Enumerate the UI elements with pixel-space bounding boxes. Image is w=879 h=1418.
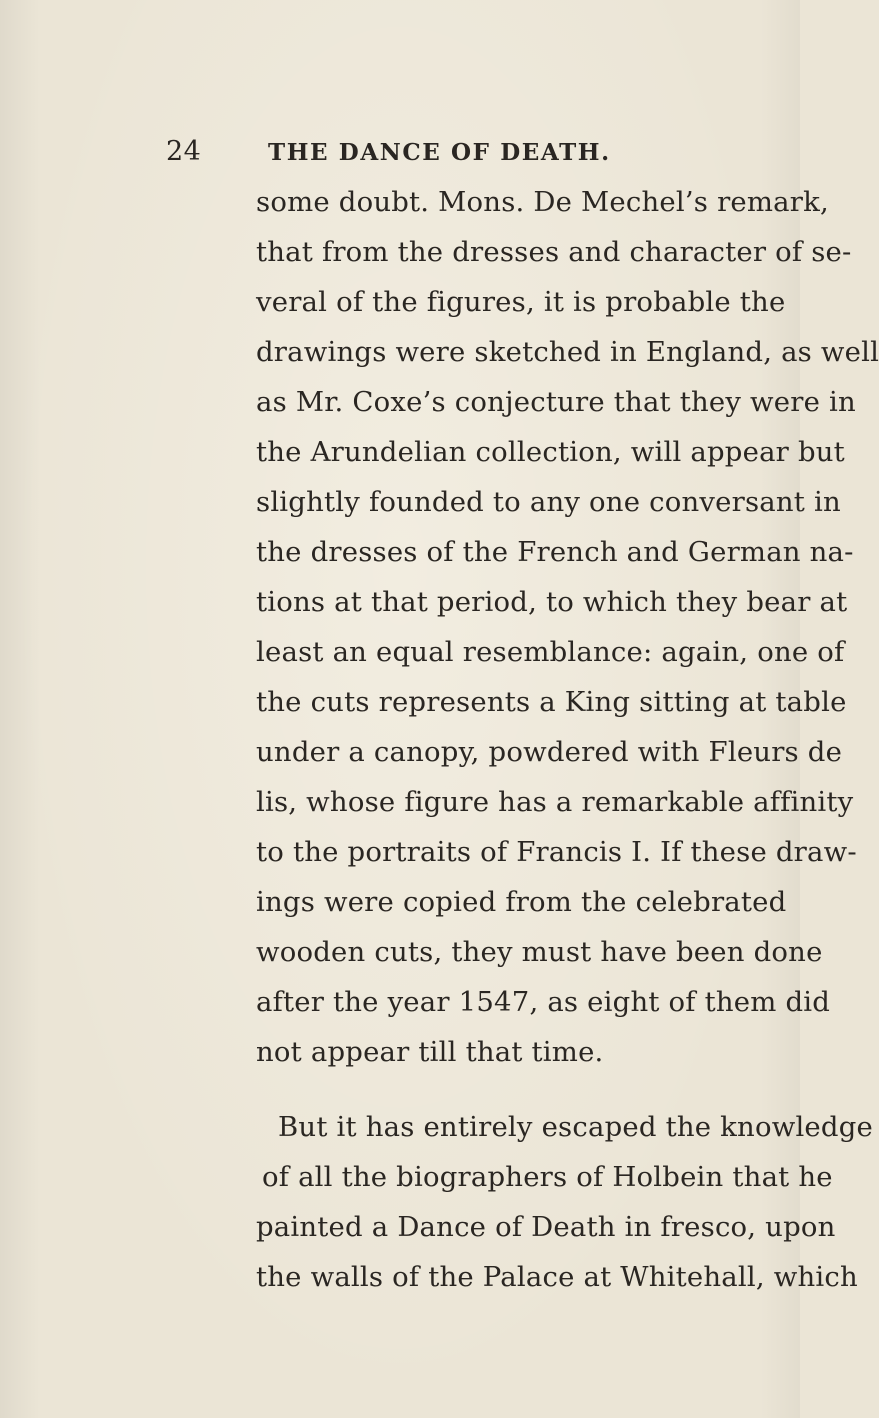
text-line: the dresses of the French and German na- [256, 536, 854, 568]
text-line: the cuts represents a King sitting at table [256, 686, 847, 718]
text-line: veral of the figures, it is probable the [256, 286, 786, 318]
text-line: as Mr. Coxe’s conjecture that they were in [256, 386, 856, 418]
text-line: But it has entirely escaped the knowledge [278, 1111, 873, 1143]
text-line: tions at that period, to which they bear at [256, 586, 848, 618]
text-line: of all the biographers of Holbein that he [262, 1161, 833, 1193]
running-head [0, 136, 800, 176]
text-line: wooden cuts, they must have been done [256, 936, 823, 968]
text-line: ings were copied from the celebrated [256, 886, 787, 918]
text-line: to the portraits of Francis I. If these draw- [256, 836, 857, 868]
page-number: 24 [166, 136, 202, 167]
text-line: the Arundelian collection, will appear but [256, 436, 845, 468]
running-title: THE DANCE OF DEATH. [268, 139, 611, 166]
text-line: after the year 1547, as eight of them did [256, 986, 831, 1018]
text-line: some doubt. Mons. De Mechel’s remark, [256, 186, 829, 218]
text-line: lis, whose figure has a remarkable affinity [256, 786, 854, 818]
text-line: drawings were sketched in England, as well [256, 336, 879, 368]
text-line: least an equal resemblance: again, one of [256, 636, 845, 668]
text-line: not appear till that time. [256, 1036, 604, 1068]
text-line: slightly founded to any one conversant in [256, 486, 841, 518]
text-line: under a canopy, powdered with Fleurs de [256, 736, 843, 768]
text-line: the walls of the Palace at Whitehall, which [256, 1261, 858, 1293]
text-line: that from the dresses and character of se- [256, 236, 852, 268]
text-line: painted a Dance of Death in fresco, upon [256, 1211, 836, 1243]
